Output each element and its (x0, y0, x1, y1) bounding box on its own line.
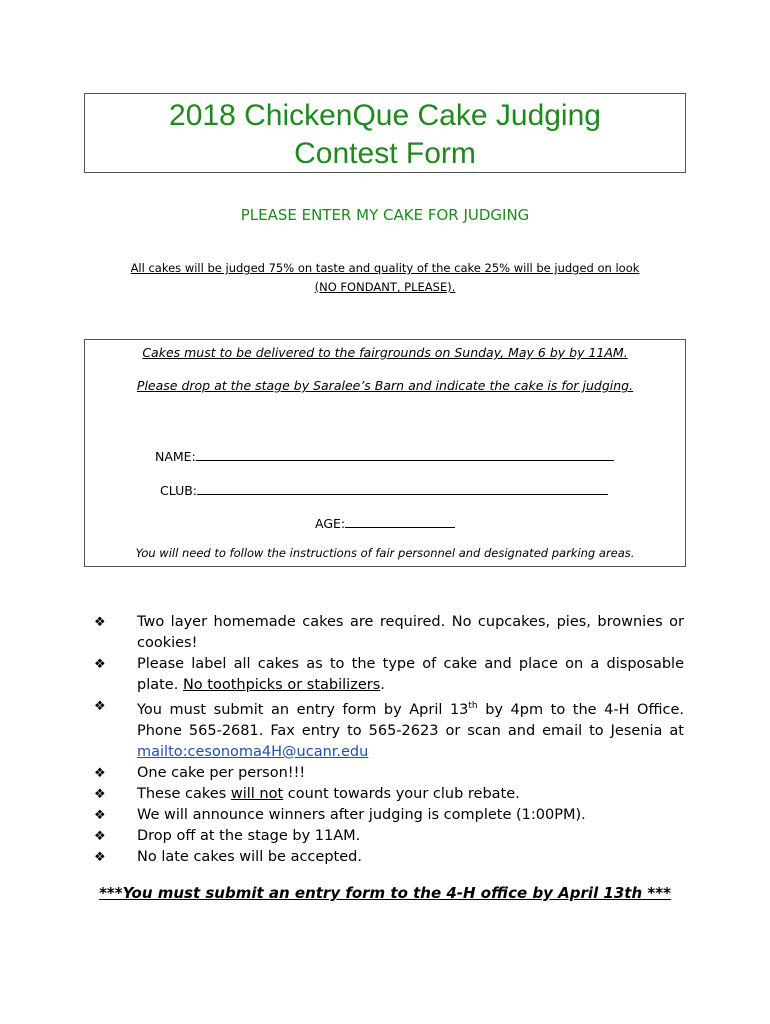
list-item (94, 654, 684, 696)
email-link[interactable]: mailto:cesonoma4H@ucanr.edu (137, 743, 369, 760)
fair-footnote: You will need to follow the instructions of fair personnel and designated parking areas. (135, 546, 635, 560)
age-line[interactable] (345, 514, 455, 528)
list-item (94, 847, 684, 868)
rule-text: We will announce winners after judging is complete (1:00PM). (137, 806, 586, 823)
judging-note-line2: (NO FONDANT, PLEASE). (314, 280, 456, 294)
title-box (84, 93, 686, 173)
diamond-bullet-icon: ❖ (94, 699, 106, 714)
club-label: CLUB: (160, 483, 198, 498)
club-line[interactable] (197, 481, 608, 495)
rule-text: Please label all cakes as to the type of cake and place on a disposable plate. (137, 656, 684, 693)
list-item (94, 612, 684, 654)
final-reminder (0, 884, 770, 902)
rule-text: One cake per person!!! (137, 764, 306, 781)
age-label: AGE: (315, 516, 346, 531)
diamond-bullet-icon: ❖ (94, 828, 106, 844)
page-title-line1: 2018 ChickenQue Cake Judging (169, 99, 601, 132)
rule-text: Two layer homemade cakes are required. No cupcakes, pies, brownies or cookies! (137, 614, 684, 651)
rule-text: . (380, 677, 385, 693)
rule-emphasis: No toothpicks or stabilizers (182, 677, 381, 693)
ordinal-suffix: th (468, 701, 478, 711)
info-box (84, 339, 686, 567)
club-field[interactable] (160, 481, 608, 498)
diamond-bullet-icon: ❖ (94, 807, 106, 823)
final-reminder-text: ***You must submit an entry form to the 4-H office by April 13th *** (99, 884, 671, 902)
rule-text: These cakes (137, 785, 231, 802)
page-title-line2: Contest Form (294, 137, 476, 170)
name-line[interactable] (196, 447, 614, 461)
rule-text: Drop off at the stage by 11AM. (137, 827, 361, 844)
age-field[interactable] (315, 514, 455, 531)
judging-note (60, 259, 710, 297)
delivery-instructions: Cakes must to be delivered to the fairgrounds on Sunday, May 6 by by 11AM. (142, 345, 628, 360)
diamond-bullet-icon: ❖ (94, 615, 106, 630)
diamond-bullet-icon: ❖ (94, 786, 106, 802)
rules-list (94, 612, 684, 868)
list-item (94, 805, 684, 826)
judging-note-line1: All cakes will be judged 75% on taste and quality of the cake 25% will be judged on look (130, 261, 640, 275)
diamond-bullet-icon: ❖ (94, 657, 106, 672)
diamond-bullet-icon: ❖ (94, 849, 106, 865)
list-item (94, 826, 684, 847)
list-item (94, 784, 684, 805)
dropoff-instructions: Please drop at the stage by Saralee’s Barn and indicate the cake is for judging. (136, 378, 634, 393)
rule-text: You must submit an entry form by April 13 (137, 701, 469, 718)
list-item (94, 696, 684, 763)
rule-text: count towards your club rebate. (283, 785, 520, 802)
diamond-bullet-icon: ❖ (94, 765, 106, 781)
subheading: PLEASE ENTER MY CAKE FOR JUDGING (240, 206, 530, 224)
rule-text: No late cakes will be accepted. (137, 848, 362, 865)
rule-text: by 4pm to the 4-H Office. Phone 565-2681. Fax entry to 565-2623 or scan and email to Jesenia at (137, 701, 684, 739)
rule-emphasis: will not (230, 785, 284, 802)
name-field[interactable] (155, 447, 614, 464)
list-item (94, 763, 684, 784)
name-label: NAME: (155, 449, 196, 464)
